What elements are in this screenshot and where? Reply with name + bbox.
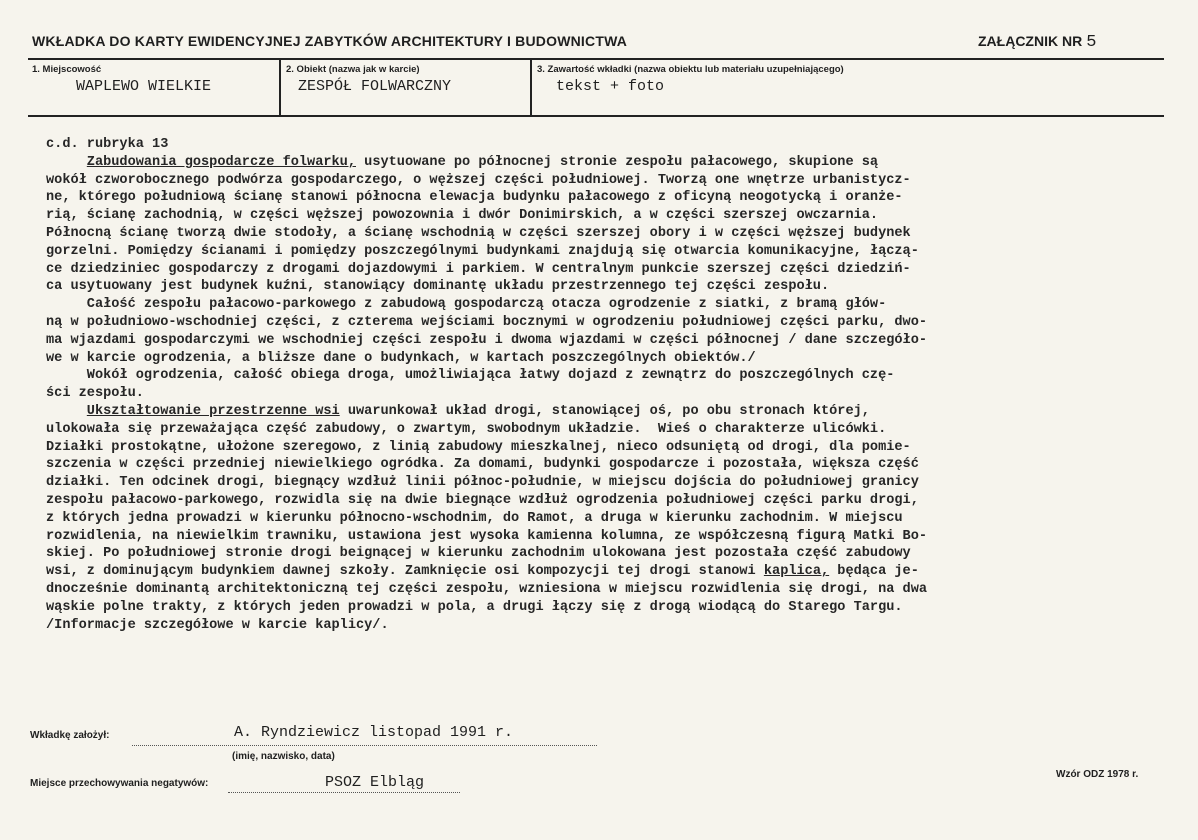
field-separator — [279, 60, 281, 115]
storage-value: PSOZ Elbląg — [325, 774, 425, 791]
body-line: zespołu pałacowo-parkowego, rozwidla się na dwie biegnące wzdłuż ogrodzenia południowej części parku drogi, — [46, 492, 919, 508]
body-line: działki. Ten odcinek drogi, biegnący wzdłuż linii północ-południe, w miejscu dojścia do południowej granicy — [46, 475, 919, 491]
field-value-object: ZESPÓŁ FOLWARCZNY — [298, 78, 452, 95]
annex-label-text: ZAŁĄCZNIK NR — [978, 33, 1083, 49]
field-label-object: 2. Obiekt (nazwa jak w karcie) — [286, 64, 420, 75]
field-label-contents: 3. Zawartość wkładki (nazwa obiektu lub materiału uzupełniającego) — [537, 64, 844, 75]
field-value-locality: WAPLEWO WIELKIE — [76, 78, 212, 95]
body-line: gorzelni. Pomiędzy ścianami i pomiędzy poszczególnymi budynkami znajdują się otwarcia komunikacyjne, łączą- — [46, 243, 919, 259]
body-line: Całość zespołu pałacowo-parkowego z zabudową gospodarczą otacza ogrodzenie z siatki, z bramą głów- — [46, 297, 887, 313]
body-line: c.d. rubryka 13 — [46, 137, 169, 152]
body-line: Wokół ogrodzenia, całość obiega droga, umożliwiająca łatwy dojazd z zewnątrz do poszczególnych czę- — [46, 368, 895, 384]
storage-dotted-line — [228, 792, 460, 793]
body-line: z których jedna prowadzi w kierunku północno-wschodnim, do Ramot, a druga w kierunku zachodnim. W miejscu — [46, 510, 903, 526]
typed-body-text — [46, 136, 1156, 634]
body-line: ne, którego południową ścianę stanowi północna elewacja budynku pałacowego z oficyną neogotycką i oranże- — [46, 190, 903, 206]
body-line: wokół czworobocznego podwórza gospodarczego, o węższej części południowej. Tworzą one wnętrze urbanistycz- — [46, 172, 911, 188]
author-caption: (imię, nazwisko, data) — [232, 751, 335, 762]
form-title: WKŁADKA DO KARTY EWIDENCYJNEJ ZABYTKÓW ARCHITEKTURY I BUDOWNICTWA — [32, 33, 628, 49]
body-line: ulokowała się przeważająca część zabudowy, o zwartym, swobodnym układzie. Wieś o charakterze ulicówki. — [46, 421, 887, 437]
author-dotted-line — [132, 745, 597, 746]
body-line: wąskie polne trakty, z których jeden prowadzi w pola, a drugi łączy się z drogą wiodącą do Starego Targu. — [46, 599, 903, 615]
body-line: ma wjazdami gospodarczymi we wschodniej części zespołu i dwoma wjazdami w części północnej / dane szczegóło- — [46, 332, 928, 348]
header-bottom-rule — [28, 115, 1164, 117]
form-reference: Wzór ODZ 1978 r. — [1056, 769, 1139, 780]
body-line: szczenia w części przedniej niewielkiego ogródka. Za domami, budynki gospodarcze i pozostała, większa część — [46, 457, 919, 473]
body-line: Ukształtowanie przestrzenne wsi uwarunkował układ drogi, stanowiącej oś, po obu stronach której, — [86, 403, 870, 419]
author-label: Wkładkę założył: — [30, 730, 110, 741]
field-label-locality: 1. Miejscowość — [32, 64, 102, 75]
body-line: ną w południowo-wschodniej części, z czterema wejściami bocznymi w ogrodzeniu południowej części parku, dwo- — [46, 314, 928, 330]
field-value-contents: tekst + foto — [556, 78, 665, 95]
author-value: A. Ryndziewicz listopad 1991 r. — [234, 724, 514, 741]
body-line: ści zespołu. — [46, 386, 144, 402]
body-line: Działki prostokątne, ułożone szeregowo, z linią zabudowy mieszkalnej, nieco odsuniętą od drogi, dla pomie- — [46, 439, 911, 455]
header-top-rule — [28, 58, 1164, 60]
body-line: we w karcie ogrodzenia, a bliższe dane o budynkach, w kartach poszczególnych obiektów./ — [46, 350, 756, 366]
body-line: Północną ścianę tworzą dwie stodoły, a ścianę wschodnią w części szerszej obory i w części węższej budynek — [46, 225, 911, 241]
body-line: ce dziedziniec gospodarczy z drogami dojazdowymi i parkiem. W centralnym punkcie szerszej części dziedziń- — [46, 261, 911, 277]
field-separator — [530, 60, 532, 115]
body-line: ca usytuowany jest budynek kuźni, stanowiący dominantę układu przestrzennego tej części zespołu. — [46, 279, 830, 295]
annex-number: 5 — [1086, 33, 1097, 52]
body-line: wsi, z dominującym budynkiem dawnej szkoły. Zamknięcie osi kompozycji tej drogi stanowi kaplica, będąca je- — [46, 564, 919, 580]
body-line: skiej. Po południowej stronie drogi beignącej w kierunku zachodnim ulokowana jest pozostała część zabudowy — [46, 546, 911, 562]
body-line: dnocześnie dominantą architektoniczną tej części zespołu, wzniesiona w miejscu rozwidlenia się drogi, na dwa — [46, 581, 928, 597]
annex-label — [978, 33, 1096, 52]
body-line: /Informacje szczegółowe w karcie kaplicy/. — [46, 617, 389, 633]
body-line: rozwidlenia, na niewielkim trawniku, ustawiona jest wysoka kamienna kolumna, ze współczesną figurą Matki Bo- — [46, 528, 928, 544]
body-line: Zabudowania gospodarcze folwarku, usytuowane po północnej stronie zespołu pałacowego, skupione są — [86, 154, 879, 170]
body-line: rią, ścianę zachodnią, w części węższej powozownia i dwór Donimirskich, a w części szerszej owczarnia. — [46, 208, 879, 224]
storage-label: Miejsce przechowywania negatywów: — [30, 778, 209, 789]
